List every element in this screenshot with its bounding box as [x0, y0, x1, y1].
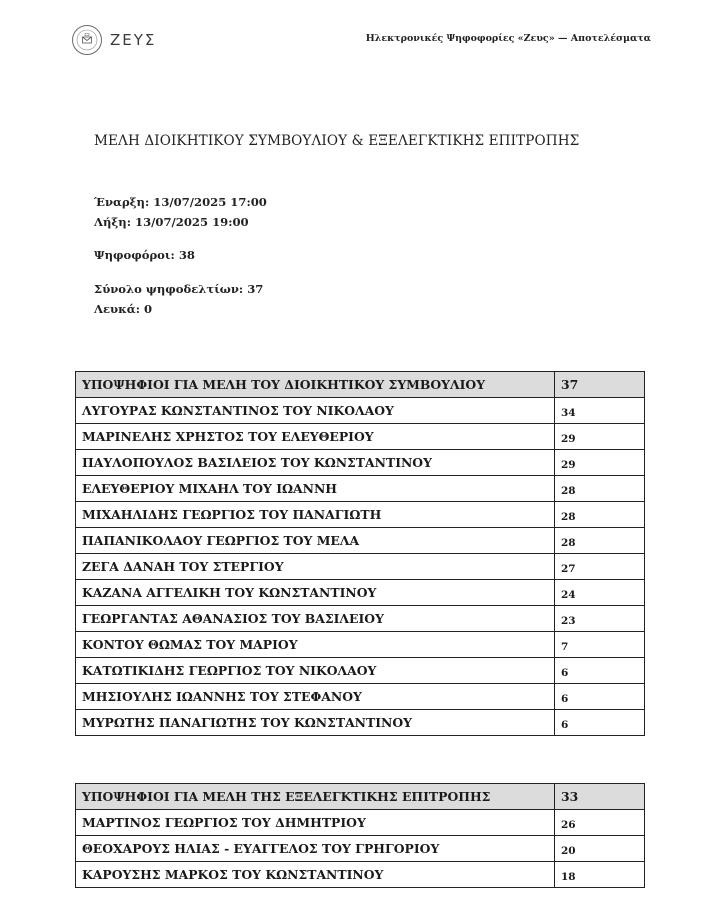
candidate-votes: 27 [555, 554, 645, 580]
candidate-votes: 26 [555, 810, 645, 836]
table-row [76, 580, 645, 606]
candidate-votes: 29 [555, 450, 645, 476]
table-row [76, 862, 645, 888]
candidate-votes: 23 [555, 606, 645, 632]
candidate-name: ΚΑΤΩΤΙΚΙΔΗΣ ΓΕΩΡΓΙΟΣ ΤΟΥ ΝΙΚΟΛΑΟΥ [76, 658, 555, 684]
candidate-name: ΜΙΧΑΗΛΙΔΗΣ ΓΕΩΡΓΙΟΣ ΤΟΥ ΠΑΝΑΓΙΩΤΗ [76, 502, 555, 528]
candidate-name: ΜΑΡΙΝΕΛΗΣ ΧΡΗΣΤΟΣ ΤΟΥ ΕΛΕΥΘΕΡΙΟΥ [76, 424, 555, 450]
candidate-votes: 28 [555, 502, 645, 528]
end-time: Λήξη: 13/07/2025 19:00 [94, 215, 249, 229]
candidate-name: ΓΕΩΡΓΑΝΤΑΣ ΑΘΑΝΑΣΙΟΣ ΤΟΥ ΒΑΣΙΛΕΙΟΥ [76, 606, 555, 632]
table-row [76, 684, 645, 710]
candidate-votes: 6 [555, 710, 645, 736]
blank-ballots: Λευκά: 0 [94, 302, 153, 316]
candidate-name: ΛΥΓΟΥΡΑΣ ΚΩΝΣΤΑΝΤΙΝΟΣ ΤΟΥ ΝΙΚΟΛΑΟΥ [76, 398, 555, 424]
table-row [76, 476, 645, 502]
candidate-name: ΜΑΡΤΙΝΟΣ ΓΕΩΡΓΙΟΣ ΤΟΥ ΔΗΜΗΤΡΙΟΥ [76, 810, 555, 836]
candidate-votes: 7 [555, 632, 645, 658]
board-candidates-table [75, 371, 645, 736]
candidate-name: ΠΑΥΛΟΠΟΥΛΟΣ ΒΑΣΙΛΕΙΟΣ ΤΟΥ ΚΩΝΣΤΑΝΤΙΝΟΥ [76, 450, 555, 476]
candidate-votes: 6 [555, 658, 645, 684]
candidate-name: ΘΕΟΧΑΡΟΥΣ ΗΛΙΑΣ - ΕΥΑΓΓΕΛΟΣ ΤΟΥ ΓΡΗΓΟΡΙΟΥ [76, 836, 555, 862]
candidate-name: ΜΥΡΩΤΗΣ ΠΑΝΑΓΙΩΤΗΣ ΤΟΥ ΚΩΝΣΤΑΝΤΙΝΟΥ [76, 710, 555, 736]
ballot-box-seal-icon [72, 25, 102, 55]
table-row [76, 710, 645, 736]
candidate-votes: 20 [555, 836, 645, 862]
candidate-votes: 28 [555, 528, 645, 554]
table-row [76, 424, 645, 450]
table-row [76, 632, 645, 658]
candidate-votes: 34 [555, 398, 645, 424]
zeus-logo [72, 25, 156, 55]
candidate-votes: 6 [555, 684, 645, 710]
table-heading: ΥΠΟΨΗΦΙΟΙ ΓΙΑ ΜΕΛΗ ΤΗΣ ΕΞΕΛΕΓΚΤΙΚΗΣ ΕΠΙΤΡΟΠΗΣ [76, 784, 555, 810]
start-time: Έναρξη: 13/07/2025 17:00 [94, 195, 267, 209]
candidate-name: ΠΑΠΑΝΙΚΟΛΑΟΥ ΓΕΩΡΓΙΟΣ ΤΟΥ ΜΕΛΑ [76, 528, 555, 554]
candidate-name: ΚΑΡΟΥΣΗΣ ΜΑΡΚΟΣ ΤΟΥ ΚΩΝΣΤΑΝΤΙΝΟΥ [76, 862, 555, 888]
candidate-name: ΕΛΕΥΘΕΡΙΟΥ ΜΙΧΑΗΛ ΤΟΥ ΙΩΑΝΝΗ [76, 476, 555, 502]
table-row [76, 836, 645, 862]
table-row [76, 658, 645, 684]
table-row [76, 810, 645, 836]
table-row [76, 450, 645, 476]
document-header: Ηλεκτρονικές Ψηφοφορίες «Ζευς» — Αποτελέσματα [365, 33, 651, 44]
table-total: 37 [555, 372, 645, 398]
table-heading: ΥΠΟΨΗΦΙΟΙ ΓΙΑ ΜΕΛΗ ΤΟΥ ΔΙΟΙΚΗΤΙΚΟΥ ΣΥΜΒΟΥΛΙΟΥ [76, 372, 555, 398]
candidate-votes: 18 [555, 862, 645, 888]
audit-committee-table [75, 783, 645, 888]
voters-count: Ψηφοφόροι: 38 [94, 248, 195, 262]
logo-wordmark: ΖΕΥΣ [110, 31, 157, 49]
table-row [76, 554, 645, 580]
candidate-name: ΜΗΣΙΟΥΛΗΣ ΙΩΑΝΝΗΣ ΤΟΥ ΣΤΕΦΑΝΟΥ [76, 684, 555, 710]
candidate-votes: 24 [555, 580, 645, 606]
table-row [76, 502, 645, 528]
table-total: 33 [555, 784, 645, 810]
candidate-name: ΚΟΝΤΟΥ ΘΩΜΑΣ ΤΟΥ ΜΑΡΙΟΥ [76, 632, 555, 658]
total-ballots: Σύνολο ψηφοδελτίων: 37 [94, 282, 264, 296]
candidate-votes: 29 [555, 424, 645, 450]
candidate-votes: 28 [555, 476, 645, 502]
table-header-row [76, 784, 645, 810]
table-row [76, 606, 645, 632]
candidate-name: ΚΑΖΑΝΑ ΑΓΓΕΛΙΚΗ ΤΟΥ ΚΩΝΣΤΑΝΤΙΝΟΥ [76, 580, 555, 606]
table-row [76, 528, 645, 554]
document-title: ΜΕΛΗ ΔΙΟΙΚΗΤΙΚΟΥ ΣΥΜΒΟΥΛΙΟΥ & ΕΞΕΛΕΓΚΤΙΚΗΣ ΕΠΙΤΡΟΠΗΣ [94, 133, 580, 149]
table-row [76, 398, 645, 424]
candidate-name: ΖΕΓΑ ΔΑΝΑΗ ΤΟΥ ΣΤΕΡΓΙΟΥ [76, 554, 555, 580]
table-header-row [76, 372, 645, 398]
